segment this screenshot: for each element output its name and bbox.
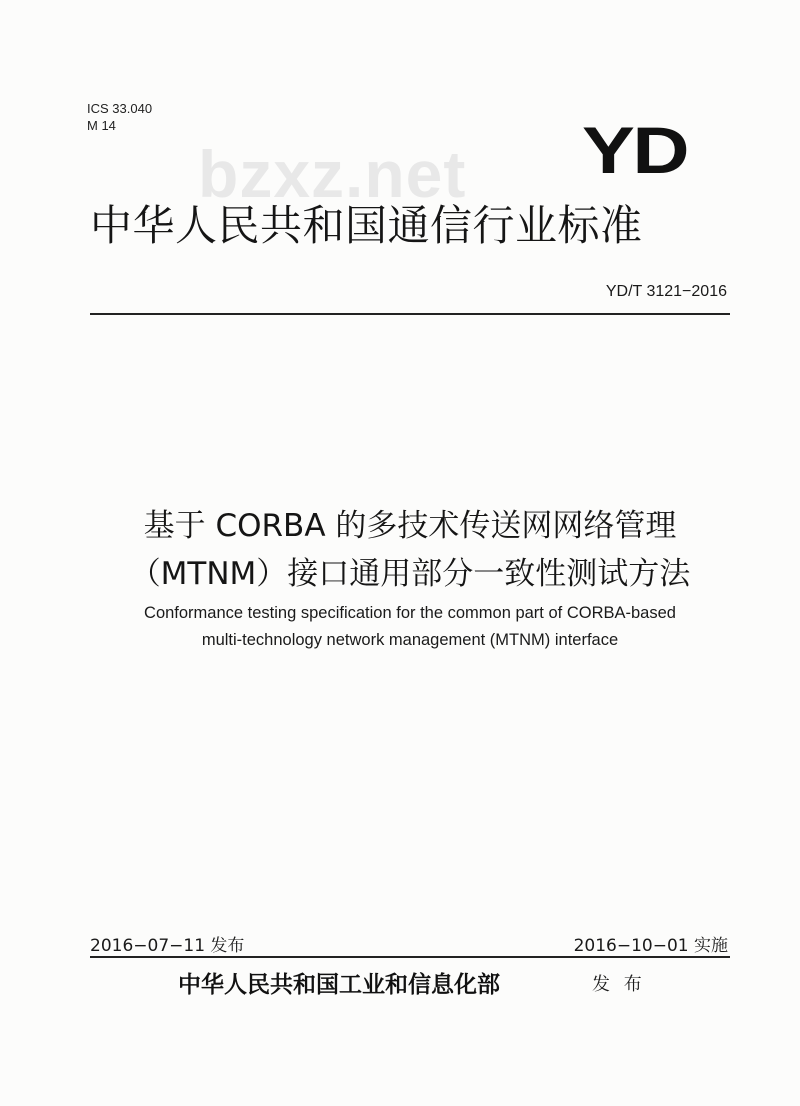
ccs-code: M 14 [87,118,116,133]
yd-logo: YD [582,113,688,187]
chinese-title-line-1: 基于 CORBA 的多技术传送网网络管理 [143,508,677,544]
issuing-authority: 中华人民共和国工业和信息化部 [178,971,500,998]
issue-date: 2016−07−11 发布 [90,936,245,956]
implementation-date: 2016−10−01 实施 [573,936,728,956]
chinese-title-line-2: （MTNM）接口通用部分一致性测试方法 [129,556,691,592]
english-title-line-2: multi-technology network management (MTNM) interface [201,631,619,649]
ics-code: ICS 33.040 [87,101,153,116]
standard-category-title: 中华人民共和国通信行业标准 [90,201,643,250]
english-title-line-1: Conformance testing specification for the common part of CORBA-based [144,604,676,622]
watermark: bzxz.net [198,137,467,211]
standard-number: YD/T 3121−2016 [605,283,727,300]
issuing-label: 发 布 [592,974,646,995]
classification-codes [87,100,152,134]
bottom-divider [90,956,730,958]
top-divider [90,313,730,315]
